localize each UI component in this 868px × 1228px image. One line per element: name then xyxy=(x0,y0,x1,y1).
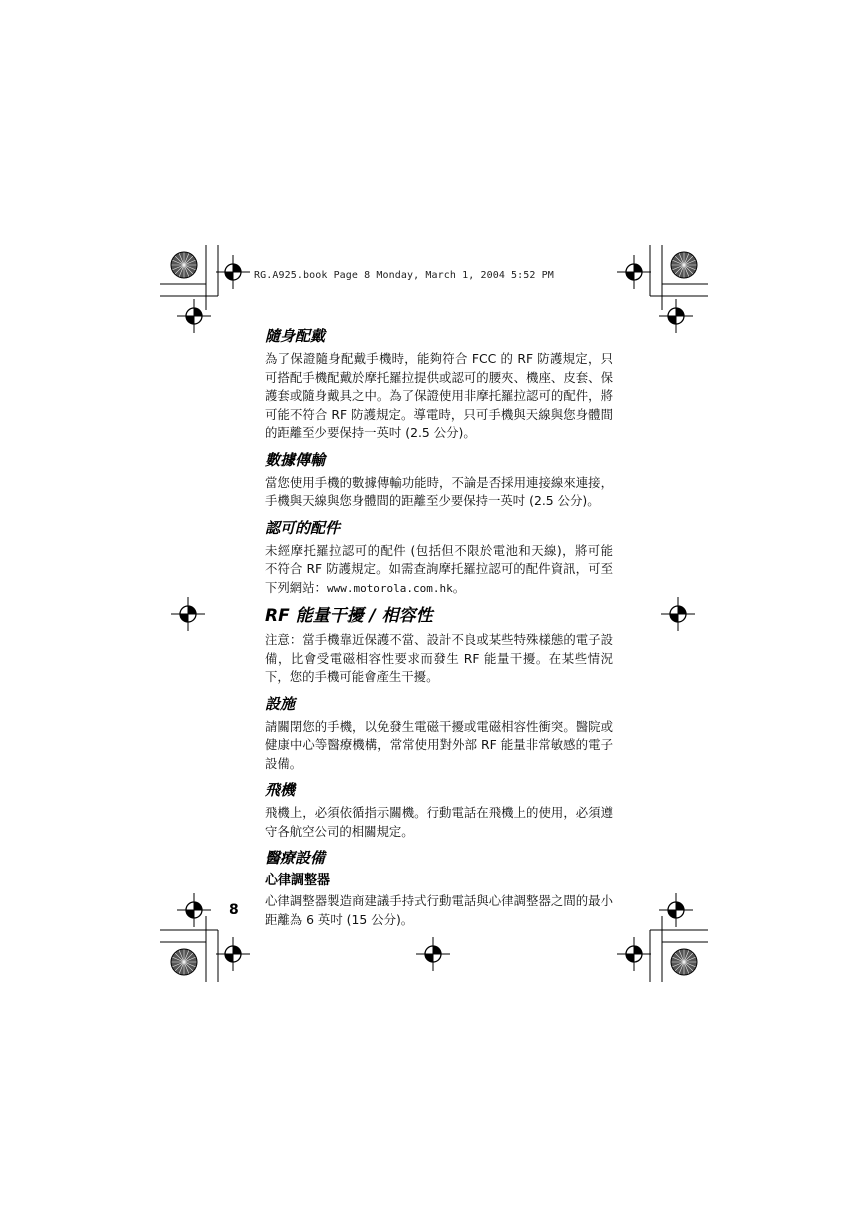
section-subheading: 心律調整器 xyxy=(265,873,331,888)
page-number: 8 xyxy=(229,902,239,918)
paragraph-text: 未經摩托羅拉認可的配件 (包括但不限於電池和天線)，將可能不符合 RF 防護規定。如需查詢摩托羅拉認可的配件資訊，可至下列網站： xyxy=(265,542,613,595)
section-heading: 認可的配件 xyxy=(265,518,341,537)
section-heading: RF 能量干擾 / 相容性 xyxy=(265,606,433,626)
section-paragraph: 注意：當手機靠近保護不當、設計不良或某些特殊樣態的電子設備，比會受電磁相容性要求而發生 RF 能量干擾。在某些情況下，您的手機可能會產生干擾。 xyxy=(265,632,613,684)
section-facilities xyxy=(265,694,613,774)
section-paragraph: 為了保證隨身配戴手機時，能夠符合 FCC 的 RF 防護規定，只可搭配手機配戴於摩托羅拉提供或認可的腰夾、機座、皮套、保護套或隨身戴具之中。為了保證使用非摩托羅拉認可的配件，將可能不符合 RF 防護規定。導電時，只可手機與天線與您身體間的距離至少要保持一英吋 (2.5 公分)。 xyxy=(265,351,613,440)
website-link[interactable]: www.motorola.com.hk xyxy=(326,581,453,595)
section-body-worn xyxy=(265,326,613,443)
print-header-line: RG.A925.book Page 8 Monday, March 1, 2004 5:52 PM xyxy=(254,270,554,281)
section-paragraph: 當您使用手機的數據傳輸功能時，不論是否採用連接線來連接，手機與天線與您身體間的距離至少要保持一英吋 (2.5 公分)。 xyxy=(265,474,613,508)
section-paragraph: 請關閉您的手機，以免發生電磁干擾或電磁相容性衝突。醫院或健康中心等醫療機構，常常使用對外部 RF 能量非常敏感的電子設備。 xyxy=(265,718,613,771)
section-rf-interference xyxy=(265,605,613,687)
section-paragraph: 飛機上，必須依循指示關機。行動電話在飛機上的使用，必須遵守各航空公司的相關規定。 xyxy=(265,805,613,839)
paragraph-suffix: 。 xyxy=(452,579,466,595)
section-heading: 飛機 xyxy=(265,781,296,799)
section-heading: 數據傳輸 xyxy=(265,450,326,469)
section-data-transfer xyxy=(265,450,613,511)
section-heading: 醫療設備 xyxy=(265,849,326,867)
section-paragraph xyxy=(265,542,613,599)
page-content xyxy=(265,326,613,936)
section-heading: 設施 xyxy=(265,694,296,713)
section-medical-devices xyxy=(265,848,613,929)
section-paragraph: 心律調整器製造商建議手持式行動電話與心律調整器之間的最小距離為 6 英吋 (15 公分)。 xyxy=(265,893,613,927)
section-aircraft xyxy=(265,780,613,841)
section-approved-accessories xyxy=(265,518,613,599)
section-heading: 隨身配戴 xyxy=(265,327,326,345)
